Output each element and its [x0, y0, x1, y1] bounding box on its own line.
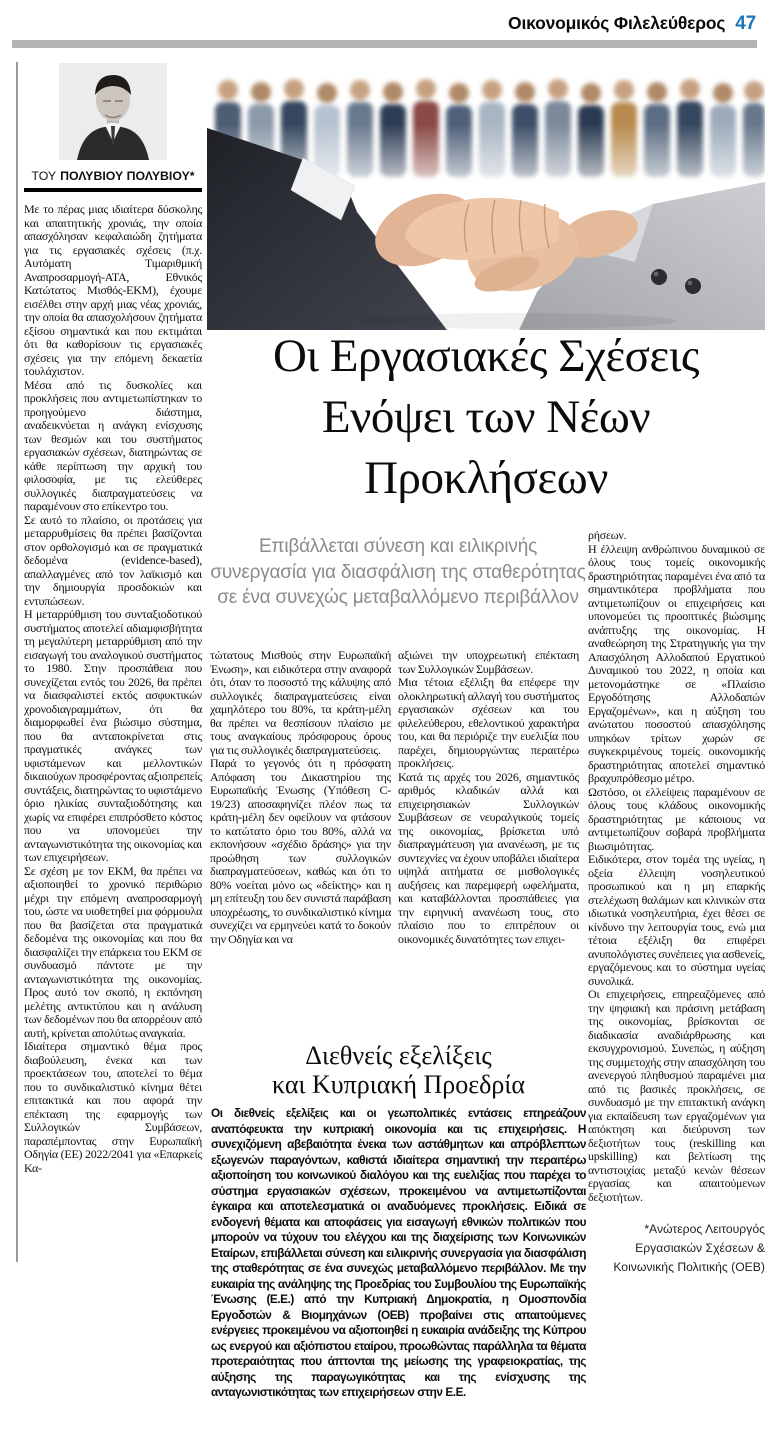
feature-box-heading — [211, 1042, 586, 1099]
author-portrait-photo — [59, 63, 167, 160]
author-credit — [588, 1220, 765, 1277]
article-headline — [207, 326, 765, 509]
byline-author-name: ΠΟΛΥΒΙΟΥ ΠΟΛΥΒΙΟΥ* — [60, 169, 195, 183]
handshake-photo — [207, 62, 765, 330]
handshake-illustration — [207, 62, 765, 330]
paragraph: Η έλλειψη ανθρώπινου δυναμικού σε όλους τους τομείς οικονομικής δραστηριότητας παραμένει ένα από τα σημαντικότερα προβλήματα που αντιμετωπίζουν οι επιχειρήσεις και υπονομεύει τις προοπτικές βιώσιμης ανάπτυξης της οικονομίας. Η αναθεώρηση της Στρατηγικής για την Απασχόληση Αλλοδαπού Εργατικού Δυναμικού του 2022, η οποία και μετονομάστηκε σε «Πλαίσιο Εργοδότησης Αλλοδαπών Εργαζομένων», και η αύξηση του ανώτατου ποσοστού απασχόλησης υπηκόων τρίτων χωρών σε συγκεκριμένους τομείς οικονομικής δραστηριότητας αποτελεί σημαντικό βραχυπρόθεσμο μέτρο. — [588, 541, 765, 785]
page-number: 47 — [735, 13, 756, 34]
feature-box-body — [211, 1106, 586, 1401]
paragraph: Ειδικότερα, στον τομέα της υγείας, η οξεία έλλειψη νοσηλευτικού προσωπικού και η μη επαρκής στελέχωση θαλάμων και κλινικών στα ιδιωτικά νοσηλευτήρια, έχει θέσει σε κίνδυνο την λειτουργία τους, ενώ μια τέτοια εξέλιξη θα επιφέρει ανυπολόγιστες συνέπειες για ασθενείς, εργαζόμενους και το σύστημα υγείας συνολικά. — [588, 852, 765, 988]
left-column — [24, 63, 202, 1175]
paragraph: Διεθνείς εξελίξεις — [305, 1041, 492, 1070]
paragraph: Κοινωνικής Πολιτικής (ΟΕΒ) — [613, 1260, 765, 1274]
paragraph: Παρά το γεγονός ότι η πρόσφατη Απόφαση του Δικαστηρίου της Ευρωπαϊκής Ένωσης (Υπόθεση C-19/23) αποσαφηνίζει πλέον πως τα κράτη-μέλη δεν οφείλουν να φτάσουν το κατώτατο όριο του 80%, αλλά να εκπονήσουν «σχέδιο δράσης» για την προώθηση των συλλογικών διαπραγματεύσεων, καθώς και ότι το 80% νοείται μόνο ως «δείκτης» και η μη επίτευξη του δεν συνιστά παράβαση υποχρέωσης, το συνδικαλιστικό κίνημα συνεχίζει να ερμηνεύει κατά το δοκούν την Οδηγία και να — [210, 756, 391, 946]
paragraph: Προκλήσεων — [364, 452, 608, 504]
article-deck: Επιβάλλεται σύνεση και ειλικρινής συνεργασία για διασφάλιση της σταθερότητας σε ένα συνεχώς μεταβαλλόμενο περιβάλλον — [210, 536, 586, 608]
paragraph: ρήσεων. — [588, 528, 627, 542]
right-column — [588, 529, 765, 1277]
byline — [24, 169, 202, 183]
paragraph: Ιδιαίτερα σημαντικό θέμα προς διαβούλευση, ένεκα και των προεκτάσεων του, αποτελεί το θέμα που το συνδικαλιστικό κίνημα θέτει επιτακτικά και που αφορά την επέκταση της εφαρμογής των Συλλογικών Συμβάσεων, παραπέμποντας στην Ευρωπαϊκή Οδηγία (ΕΕ) 2022/2041 για «Επαρκείς Κα- — [24, 1039, 202, 1175]
byline-prefix: ΤΟΥ — [31, 169, 57, 183]
paragraph: Οι Εργασιακές Σχέσεις — [272, 330, 700, 382]
article-column-4 — [588, 529, 765, 1204]
article-column-1 — [24, 203, 202, 1175]
paragraph: Οι διεθνείς εξελίξεις και οι γεωπολιτικές εντάσεις επηρεάζουν αναπόφευκτα την κυπριακή οικονομία και τις επιχειρήσεις. Η συνεχιζόμενη αβεβαιότητα ένεκα των αστάθμητων και απρόβλεπτων εξωγενών παραγόντων, καθιστά ιδιαίτερα σημαντική την περαιτέρω αξιοποίηση του κοινωνικού διαλόγου και της ευελιξίας που παρέχει το σύστημα εργασιακών σχέσεων, προκειμένου να αντιμετωπίζονται έγκαιρα και αποτελεσματικά οι αναδυόμενες προκλήσεις. Ειδικά σε ενδογενή θέματα και αποφάσεις για εισαγωγή εθνικών πολιτικών που μπορούν να τύχουν του ελέγχου και της διαχείρισης των Κοινωνικών Εταίρων, επιβάλλεται σύνεση και ειλικρινής συνεργασία για διασφάλιση της σταθερότητας σε ένα συνεχώς μεταβαλλόμενο περιβάλλον. Με την ευκαιρία της ανάληψης της Προεδρίας του Συμβουλίου της Ευρωπαϊκής Ένωσης (Ε.Ε.) από την Κυπριακή Δημοκρατία, η Ομοσπονδία Εργοδοτών & Βιομηχάνων (ΟΕΒ) προβαίνει στις απαιτούμενες ενέργειες προκειμένου να αξιοποιηθεί η ευκαιρία ανάδειξης της Κύπρου ως ενεργού και αξιόπιστου εταίρου, προωθώντας παράλληλα τα θέματα προτεραιότητας που άπτονται της μείωσης της γραφειοκρατίας, της αύξησης της παραγωγικότητας και της ενίσχυσης της ανταγωνιστικότητας των επιχειρήσεων στην Ε.Ε. — [211, 1106, 586, 1399]
publication-title: Οικονομικός Φιλελεύθερος — [508, 13, 726, 33]
feature-box — [211, 1042, 586, 1401]
masthead — [508, 13, 756, 35]
article-column-2 — [210, 649, 391, 946]
paragraph: Εργασιακών Σχέσεων & — [635, 1241, 765, 1255]
paragraph: Μια τέτοια εξέλιξη θα επέφερε την ολοκληρωτική αλλαγή του συστήματος εργασιακών σχέσεων και του φιλελεύθερου, εθελοντικού χαρακτήρα του, και θα περιόριζε την ευελιξία που παρέχει, δημιουργώντας περαιτέρω προκλήσεις. — [398, 675, 579, 770]
paragraph: Μέσα από τις δυσκολίες και προκλήσεις που αντιμετωπίστηκαν το προηγούμενο διάστημα, αναδεικνύεται η ανάγκη ενίσχυσης των θεσμών και του συστήματος εργασιακών σχέσεων, διατηρώντας σε κάθε περίπτωση την αρχική του φιλοσοφία, με τις ελεύθερες συλλογικές διαπραγματεύσεις να παραμένουν στο επίκεντρο του. — [24, 377, 202, 513]
paragraph: Οι επιχειρήσεις, επηρεαζόμενες από την ψηφιακή και πράσινη μετάβαση της οικονομίας, βρίσκονται σε διαδικασία αναδιάρθρωσης και εκσυγχρονισμού. Συνεπώς, η αύξηση της συμμετοχής στην απασχόληση του ανενεργού πληθυσμού παραμένει μια από τις βασικές προκλήσεις, σε συνδυασμό με την επιτακτική ανάγκη για εκπαίδευση των εργαζομένων για απόκτηση και διεύρυνση των δεξιοτήτων τους (reskilling και upskilling) και βελτίωση της αντιστοιχίας μεταξύ κενών θέσεων εργασίας και απαιτούμενων δεξιοτήτων. — [588, 987, 765, 1204]
masthead-divider-bar — [12, 40, 757, 48]
paragraph: Σε αυτό το πλαίσιο, οι προτάσεις για μεταρρυθμίσεις θα πρέπει βασίζονται στον ορθολογισμό και σε πραγματικά δεδομένα (evidence-based), απαλλαγμένες από τον λαϊκισμό και την δημιουργία προσδοκιών και εντυπώσεων. — [24, 512, 202, 608]
paragraph: Σε σχέση με τον ΕΚΜ, θα πρέπει να αξιοποιηθεί το χρονικό περιθώριο μέχρι την επόμενη αναπροσαρμογή του, ώστε να υιοθετηθεί μια φόρμουλα που θα βασίζεται στα πραγματικά δεδομένα της οικονομίας και που θα διασφαλίζει την επάρκεια του ΕΚΜ σε συνδυασμό πάντοτε με την ανταγωνιστικότητα της οικονομίας. Προς αυτό τον σκοπό, η εκπόνηση μελέτης αντικτύπου και η ανάλυση των δεδομένων που θα απορρέουν από αυτή, κρίνεται απολύτως αναγκαία. — [24, 863, 202, 1040]
paragraph: *Ανώτερος Λειτουργός — [644, 1222, 765, 1236]
byline-rule — [24, 188, 202, 192]
paragraph: αξιώνει την υποχρεωτική επέκταση των Συλλογικών Συμβάσεων. — [398, 649, 579, 676]
left-column-rule — [16, 62, 18, 1262]
article-column-3 — [398, 649, 579, 946]
paragraph: Ενόψει των Νέων — [321, 391, 651, 443]
paragraph: Κατά τις αρχές του 2026, σημαντικός αριθμός κλαδικών αλλά και επιχειρησιακών Συλλογικών Συμβάσεων σε νευραλγικούς τομείς της οικονομίας, βρίσκεται υπό διαπραγμάτευση για ανανέωση, με τις συντεχνίες να έχουν υποβάλει ιδιαίτερα υψηλά αιτήματα σε μισθολογικές αυξήσεις και παρεμφερή ωφελήματα, και καταβάλλονται προσπάθειες για την ειρηνική ανανέωση τους, στο πλαίσιο που το επιτρέπουν οι οικονομικές δυνατότητες των επιχει- — [398, 769, 579, 946]
paragraph: Με το πέρας μιας ιδιαίτερα δύσκολης και απαιτητικής χρονιάς, την οποία απασχόλησαν κεφαλαιώδη ζητήματα για τις εργασιακές σχέσεις (π.χ. Αυτόματη Τιμαριθμική Αναπροσαρμογή-ΑΤΑ, Εθνικός Κατώτατος Μισθός-ΕΚΜ), έχουμε εισέλθει στην αρχή μιας νέας χρονιάς, την οποία θα απασχολήσουν ζητήματα εξίσου σημαντικά και που εκτιμάται ότι θα καθορίσουν τις εργασιακές σχέσεις για την επόμενη δεκαετία τουλάχιστον. — [24, 202, 202, 378]
paragraph: Ωστόσο, οι ελλείψεις παραμένουν σε όλους τους κλάδους οικονομικής δραστηριότητας με κάποιους να αντιμετωπίζουν σοβαρά προβλήματα βιωσιμότητας. — [588, 784, 765, 853]
paragraph: τώτατους Μισθούς στην Ευρωπαϊκή Ένωση», και ειδικότερα στην αναφορά ότι, όταν το ποσοστό της κάλυψης από συλλογικές διαπραγματεύσεις είναι χαμηλότερο του 80%, τα κράτη-μέλη θα πρέπει να θεσπίσουν πλαίσιο με τους αναγκαίους πρόσφορους όρους για τις συλλογικές διαπραγματεύσεις. — [210, 649, 391, 757]
paragraph: και Κυπριακή Προεδρία — [271, 1069, 526, 1099]
paragraph: Η μεταρρύθμιση του συνταξιοδοτικού συστήματος αποτελεί αδιαμφισβήτητα τη μεγαλύτερη μεταρρύθμιση από την εισαγωγή του αναλογικού συστήματος το 1980. Στην προσπάθεια που συνεχίζεται εντός του 2026, θα πρέπει να διασφαλιστεί εκτός ασφυκτικών χρονοδιαγραμμάτων, ότι θα διαμορφωθεί ένα βιώσιμο σύστημα, που θα ανταποκρίνεται στις πραγματικές ανάγκες των υφιστάμενων και μελλοντικών δικαιούχων προσφέροντας αξιοπρεπείς συντάξεις, διατηρώντας το υφιστάμενο όριο ηλικίας συνταξιοδότησης και χωρίς να επιφέρει επιπρόσθετο κόστος που να υπονομεύει την ανταγωνιστικότητα της οικονομίας και των επιχειρήσεων. — [24, 607, 202, 864]
